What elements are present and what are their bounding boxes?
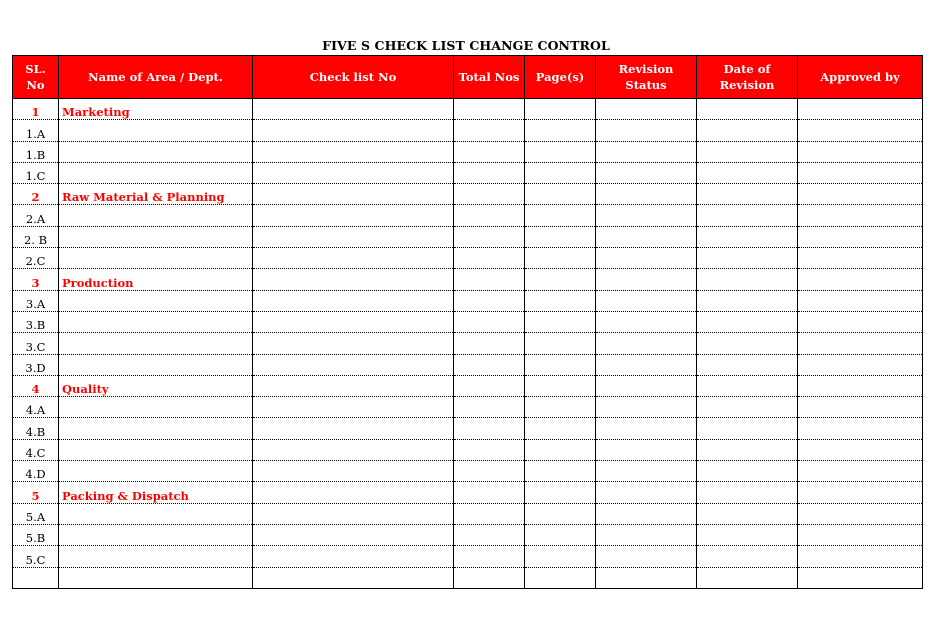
header-checklist-no: Check list No — [253, 56, 454, 99]
page-title: FIVE S CHECK LIST CHANGE CONTROL — [322, 38, 610, 53]
date-of-revision-cell[interactable] — [697, 184, 798, 205]
pages-cell[interactable] — [525, 503, 596, 524]
date-of-revision-cell[interactable] — [697, 503, 798, 524]
sl-no-cell — [13, 567, 59, 588]
revision-status-cell[interactable] — [596, 162, 697, 183]
area-cell[interactable] — [59, 226, 253, 247]
sl-no-cell: 5.B — [13, 524, 59, 545]
header-approved-by: Approved by — [798, 56, 923, 99]
area-cell[interactable] — [59, 141, 253, 162]
pages-cell[interactable] — [525, 311, 596, 332]
area-cell[interactable] — [59, 290, 253, 311]
checklist-no-cell[interactable] — [253, 375, 454, 396]
date-of-revision-cell[interactable] — [697, 141, 798, 162]
total-nos-cell[interactable] — [454, 439, 525, 460]
revision-status-cell[interactable] — [596, 524, 697, 545]
sl-no-cell: 4 — [13, 375, 59, 396]
pages-cell[interactable] — [525, 290, 596, 311]
approved-by-cell[interactable] — [798, 354, 923, 375]
total-nos-cell[interactable] — [454, 99, 525, 120]
area-cell[interactable]: Marketing — [59, 99, 253, 120]
approved-by-cell[interactable] — [798, 290, 923, 311]
checklist-no-cell[interactable] — [253, 99, 454, 120]
checklist-no-cell[interactable] — [253, 269, 454, 290]
sl-no-cell: 5.A — [13, 503, 59, 524]
pages-cell[interactable] — [525, 546, 596, 567]
sl-no-cell: 3.B — [13, 311, 59, 332]
checklist-no-cell[interactable] — [253, 397, 454, 418]
table-row — [13, 248, 923, 269]
revision-status-cell[interactable] — [596, 333, 697, 354]
approved-by-cell[interactable] — [798, 524, 923, 545]
table-row — [13, 546, 923, 567]
total-nos-cell[interactable] — [454, 311, 525, 332]
checklist-no-cell[interactable] — [253, 162, 454, 183]
total-nos-cell[interactable] — [454, 141, 525, 162]
total-nos-cell[interactable] — [454, 290, 525, 311]
date-of-revision-cell[interactable] — [697, 375, 798, 396]
header-revision-status: Revision Status — [596, 56, 697, 99]
table-row — [13, 290, 923, 311]
date-of-revision-cell[interactable] — [697, 567, 798, 588]
table-row — [13, 418, 923, 439]
total-nos-cell[interactable] — [454, 524, 525, 545]
checklist-no-cell[interactable] — [253, 354, 454, 375]
area-cell[interactable] — [59, 162, 253, 183]
total-nos-cell[interactable] — [454, 184, 525, 205]
pages-cell[interactable] — [525, 418, 596, 439]
total-nos-cell[interactable] — [454, 461, 525, 482]
pages-cell[interactable] — [525, 439, 596, 460]
checklist-no-cell[interactable] — [253, 546, 454, 567]
pages-cell[interactable] — [525, 226, 596, 247]
approved-by-cell[interactable] — [798, 99, 923, 120]
table-row — [13, 524, 923, 545]
total-nos-cell[interactable] — [454, 162, 525, 183]
revision-status-cell[interactable] — [596, 503, 697, 524]
total-nos-cell[interactable] — [454, 482, 525, 503]
revision-status-cell[interactable] — [596, 397, 697, 418]
checklist-no-cell[interactable] — [253, 439, 454, 460]
total-nos-cell[interactable] — [454, 226, 525, 247]
total-nos-cell[interactable] — [454, 120, 525, 141]
total-nos-cell[interactable] — [454, 567, 525, 588]
total-nos-cell[interactable] — [454, 503, 525, 524]
revision-status-cell[interactable] — [596, 269, 697, 290]
header-pages: Page(s) — [525, 56, 596, 99]
section-row — [13, 184, 923, 205]
section-row — [13, 482, 923, 503]
date-of-revision-cell[interactable] — [697, 333, 798, 354]
area-cell[interactable] — [59, 397, 253, 418]
date-of-revision-cell[interactable] — [697, 226, 798, 247]
area-cell[interactable]: Packing & Dispatch — [59, 482, 253, 503]
area-cell[interactable]: Quality — [59, 375, 253, 396]
sl-no-cell: 2 — [13, 184, 59, 205]
checklist-no-cell[interactable] — [253, 290, 454, 311]
checklist-no-cell[interactable] — [253, 141, 454, 162]
area-cell[interactable]: Raw Material & Planning — [59, 184, 253, 205]
checklist-no-cell[interactable] — [253, 311, 454, 332]
date-of-revision-cell[interactable] — [697, 269, 798, 290]
table-row — [13, 503, 923, 524]
checklist-no-cell[interactable] — [253, 503, 454, 524]
pages-cell[interactable] — [525, 482, 596, 503]
revision-status-cell[interactable] — [596, 418, 697, 439]
checklist-no-cell[interactable] — [253, 226, 454, 247]
approved-by-cell[interactable] — [798, 162, 923, 183]
revision-status-cell[interactable] — [596, 461, 697, 482]
area-cell[interactable] — [59, 354, 253, 375]
area-cell[interactable] — [59, 567, 253, 588]
approved-by-cell[interactable] — [798, 503, 923, 524]
sl-no-cell: 4.A — [13, 397, 59, 418]
sl-no-cell: 4.C — [13, 439, 59, 460]
revision-status-cell[interactable] — [596, 141, 697, 162]
revision-status-cell[interactable] — [596, 248, 697, 269]
header-total-nos: Total Nos — [454, 56, 525, 99]
total-nos-cell[interactable] — [454, 546, 525, 567]
checklist-no-cell[interactable] — [253, 524, 454, 545]
section-row — [13, 375, 923, 396]
checklist-no-cell[interactable] — [253, 333, 454, 354]
area-cell[interactable]: Production — [59, 269, 253, 290]
date-of-revision-cell[interactable] — [697, 354, 798, 375]
sl-no-cell: 4.D — [13, 461, 59, 482]
revision-status-cell[interactable] — [596, 311, 697, 332]
approved-by-cell[interactable] — [798, 311, 923, 332]
checklist-no-cell[interactable] — [253, 567, 454, 588]
sl-no-cell: 3 — [13, 269, 59, 290]
area-cell[interactable] — [59, 418, 253, 439]
area-cell[interactable] — [59, 311, 253, 332]
sl-no-cell: 3.D — [13, 354, 59, 375]
checklist-no-cell[interactable] — [253, 482, 454, 503]
table-row — [13, 354, 923, 375]
approved-by-cell[interactable] — [798, 333, 923, 354]
total-nos-cell[interactable] — [454, 248, 525, 269]
date-of-revision-cell[interactable] — [697, 461, 798, 482]
date-of-revision-cell[interactable] — [697, 162, 798, 183]
date-of-revision-cell[interactable] — [697, 248, 798, 269]
table-row — [13, 567, 923, 588]
table-row — [13, 333, 923, 354]
pages-cell[interactable] — [525, 99, 596, 120]
revision-status-cell[interactable] — [596, 482, 697, 503]
pages-cell[interactable] — [525, 397, 596, 418]
table-row — [13, 461, 923, 482]
pages-cell[interactable] — [525, 333, 596, 354]
pages-cell[interactable] — [525, 205, 596, 226]
pages-cell[interactable] — [525, 461, 596, 482]
approved-by-cell[interactable] — [798, 184, 923, 205]
area-cell[interactable] — [59, 248, 253, 269]
approved-by-cell[interactable] — [798, 482, 923, 503]
area-cell[interactable] — [59, 461, 253, 482]
date-of-revision-cell[interactable] — [697, 397, 798, 418]
approved-by-cell[interactable] — [798, 546, 923, 567]
sl-no-cell: 3.C — [13, 333, 59, 354]
approved-by-cell[interactable] — [798, 418, 923, 439]
table-row — [13, 226, 923, 247]
revision-status-cell[interactable] — [596, 439, 697, 460]
sl-no-cell: 1.C — [13, 162, 59, 183]
approved-by-cell[interactable] — [798, 397, 923, 418]
header-row — [13, 56, 923, 99]
date-of-revision-cell[interactable] — [697, 99, 798, 120]
sl-no-cell: 2.A — [13, 205, 59, 226]
area-cell[interactable] — [59, 333, 253, 354]
pages-cell[interactable] — [525, 184, 596, 205]
sl-no-cell: 2. B — [13, 226, 59, 247]
approved-by-cell[interactable] — [798, 439, 923, 460]
table-row — [13, 120, 923, 141]
sl-no-cell: 4.B — [13, 418, 59, 439]
total-nos-cell[interactable] — [454, 269, 525, 290]
date-of-revision-cell[interactable] — [697, 546, 798, 567]
checklist-no-cell[interactable] — [253, 120, 454, 141]
pages-cell[interactable] — [525, 354, 596, 375]
header-date-of-revision: Date of Revision — [697, 56, 798, 99]
checklist-no-cell[interactable] — [253, 184, 454, 205]
sl-no-cell: 5 — [13, 482, 59, 503]
date-of-revision-cell[interactable] — [697, 439, 798, 460]
approved-by-cell[interactable] — [798, 248, 923, 269]
pages-cell[interactable] — [525, 567, 596, 588]
pages-cell[interactable] — [525, 248, 596, 269]
table-row — [13, 311, 923, 332]
date-of-revision-cell[interactable] — [697, 290, 798, 311]
sl-no-cell: 1.A — [13, 120, 59, 141]
approved-by-cell[interactable] — [798, 205, 923, 226]
revision-status-cell[interactable] — [596, 99, 697, 120]
date-of-revision-cell[interactable] — [697, 524, 798, 545]
total-nos-cell[interactable] — [454, 418, 525, 439]
area-cell[interactable] — [59, 439, 253, 460]
date-of-revision-cell[interactable] — [697, 418, 798, 439]
approved-by-cell[interactable] — [798, 120, 923, 141]
checklist-no-cell[interactable] — [253, 205, 454, 226]
revision-status-cell[interactable] — [596, 226, 697, 247]
checklist-table — [12, 55, 923, 589]
section-row — [13, 99, 923, 120]
revision-status-cell[interactable] — [596, 205, 697, 226]
pages-cell[interactable] — [525, 162, 596, 183]
revision-status-cell[interactable] — [596, 120, 697, 141]
total-nos-cell[interactable] — [454, 375, 525, 396]
pages-cell[interactable] — [525, 375, 596, 396]
table-row — [13, 397, 923, 418]
table-row — [13, 205, 923, 226]
pages-cell[interactable] — [525, 524, 596, 545]
sl-no-cell: 1.B — [13, 141, 59, 162]
checklist-no-cell[interactable] — [253, 248, 454, 269]
checklist-no-cell[interactable] — [253, 461, 454, 482]
total-nos-cell[interactable] — [454, 354, 525, 375]
table-body — [13, 99, 923, 589]
revision-status-cell[interactable] — [596, 567, 697, 588]
date-of-revision-cell[interactable] — [697, 205, 798, 226]
sl-no-cell: 3.A — [13, 290, 59, 311]
approved-by-cell[interactable] — [798, 567, 923, 588]
header-sl-no: SL. No — [13, 56, 59, 99]
table-row — [13, 141, 923, 162]
approved-by-cell[interactable] — [798, 375, 923, 396]
revision-status-cell[interactable] — [596, 546, 697, 567]
revision-status-cell[interactable] — [596, 354, 697, 375]
approved-by-cell[interactable] — [798, 269, 923, 290]
area-cell[interactable] — [59, 120, 253, 141]
sl-no-cell: 1 — [13, 99, 59, 120]
approved-by-cell[interactable] — [798, 141, 923, 162]
area-cell[interactable] — [59, 503, 253, 524]
revision-status-cell[interactable] — [596, 290, 697, 311]
sl-no-cell: 2.C — [13, 248, 59, 269]
section-row — [13, 269, 923, 290]
area-cell[interactable] — [59, 205, 253, 226]
approved-by-cell[interactable] — [798, 226, 923, 247]
header-area: Name of Area / Dept. — [59, 56, 253, 99]
sl-no-cell: 5.C — [13, 546, 59, 567]
area-cell[interactable] — [59, 524, 253, 545]
date-of-revision-cell[interactable] — [697, 482, 798, 503]
table-row — [13, 162, 923, 183]
area-cell[interactable] — [59, 546, 253, 567]
table-row — [13, 439, 923, 460]
pages-cell[interactable] — [525, 141, 596, 162]
pages-cell[interactable] — [525, 120, 596, 141]
revision-status-cell[interactable] — [596, 184, 697, 205]
date-of-revision-cell[interactable] — [697, 120, 798, 141]
total-nos-cell[interactable] — [454, 397, 525, 418]
date-of-revision-cell[interactable] — [697, 311, 798, 332]
revision-status-cell[interactable] — [596, 375, 697, 396]
total-nos-cell[interactable] — [454, 333, 525, 354]
approved-by-cell[interactable] — [798, 461, 923, 482]
pages-cell[interactable] — [525, 269, 596, 290]
total-nos-cell[interactable] — [454, 205, 525, 226]
checklist-no-cell[interactable] — [253, 418, 454, 439]
